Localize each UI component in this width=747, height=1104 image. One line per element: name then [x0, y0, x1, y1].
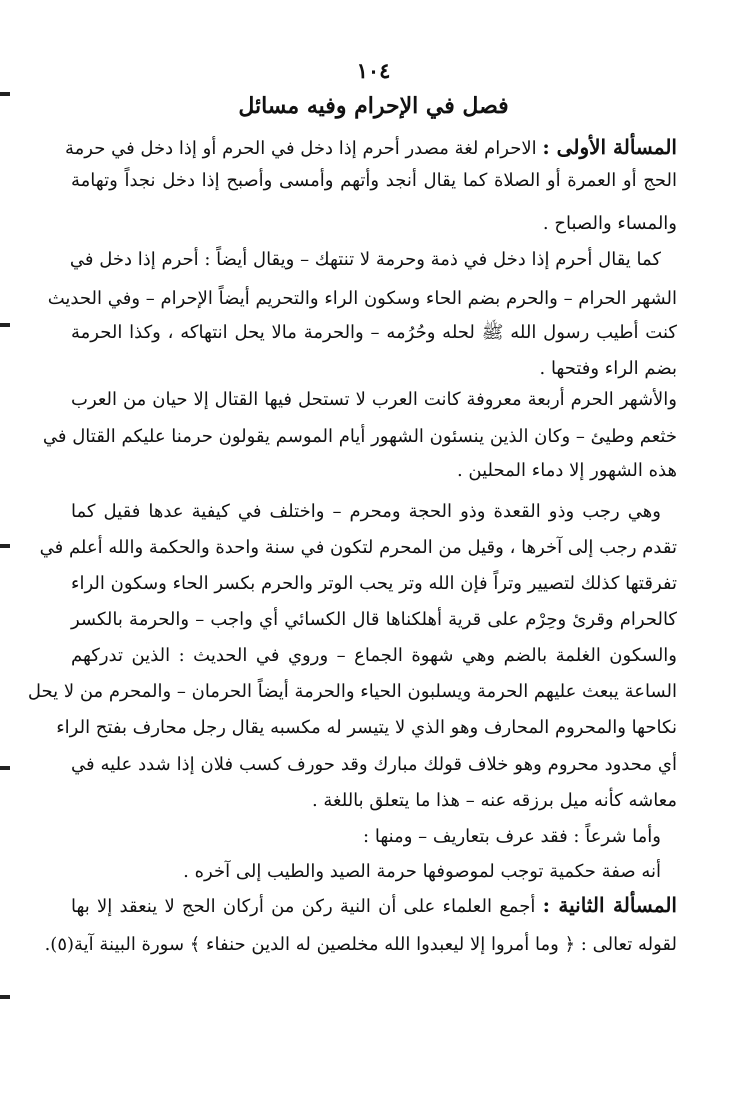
text-line: بضم الراء وفتحها . — [539, 358, 677, 379]
text-line: معاشه كأنه ميل برزقه عنه – هذا ما يتعلق باللغة . — [311, 790, 677, 811]
text-line: لقوله تعالى : ﴿ وما أمروا إلا ليعبدوا الله مخلصين له الدين حنفاء ﴾ سورة البينة آية(٥). — [44, 934, 677, 955]
text-line: أي محدود محروم وهو خلاف قولك مبارك وقد حورف كسب فلان إذا شدد عليه في — [71, 754, 677, 775]
text-line: الساعة يبعث عليهم الحرمة ويسلبون الحياء والحرمة أيضاً الحرمان – والمحرم من لا يحل — [27, 681, 677, 702]
text-line: والمساء والصباح . — [542, 213, 677, 234]
text-line: المسألة الأولى : الاحرام لغة مصدر أحرم إذا دخل في الحرم أو إذا دخل في حرمة — [65, 135, 677, 159]
scan-edge-mark — [0, 544, 10, 548]
text-line: خثعم وطيئ – وكان الذين ينسئون الشهور أيام الموسم يقولون حرمنا عليكم القتال في — [42, 426, 677, 447]
text-line: وهي رجب وذو القعدة وذو الحجة ومحرم – واختلف في كيفية عدها فقيل كما — [71, 501, 661, 522]
issue-heading: المسألة الثانية : — [542, 893, 677, 917]
text-line: هذه الشهور إلا دماء المحلين . — [456, 460, 677, 481]
text-line: الشهر الحرام – والحرم بضم الحاء وسكون الراء والتحريم أيضاً الإحرام – وفي الحديث — [47, 288, 677, 309]
text-line: الحج أو العمرة أو الصلاة كما يقال أنجد وأتهم وأمسى وأصبح إذا دخل نجداً وتهامة — [71, 170, 677, 191]
text-line: والأشهر الحرم أربعة معروفة كانت العرب لا تستحل فيها القتال إلا حيان من العرب — [71, 389, 677, 410]
scan-edge-mark — [0, 92, 10, 96]
text-line: كما يقال أحرم إذا دخل في ذمة وحرمة لا تنتهك – ويقال أيضاً : أحرم إذا دخل في — [69, 249, 661, 270]
text-line: المسألة الثانية : أجمع العلماء على أن النية ركن من أركان الحج لا ينعقد إلا بها — [71, 893, 677, 917]
text-line: تقدم رجب إلى آخرها ، وقيل من المحرم لتكون في سنة واحدة والحكمة والله أعلم في — [39, 537, 677, 558]
text-line: نكاحها والمحروم المحارف وهو الذي لا يتيسر له مكسبه يقال رجل محارف بفتح الراء — [56, 717, 677, 738]
text-line: وأما شرعاً : فقد عرف بتعاريف – ومنها : — [363, 826, 661, 847]
text-line: كالحرام وقرئ وحِرْم على قرية أهلكناها قال الكسائي أي واجب – والحرمة بالكسر — [71, 609, 677, 630]
scan-edge-mark — [0, 766, 10, 770]
text-line: تفرقتها كذلك لتصيير وتراً فإن الله وتر يحب الوتر والحرم بكسر الحاء وسكون الراء — [71, 573, 677, 594]
text-line: والسكون الغلمة بالضم وهي شهوة الجماع – وروي في الحديث : الذين تدركهم — [71, 645, 677, 666]
page-number: ١٠٤ — [356, 58, 391, 83]
chapter-title: فصل في الإحرام وفيه مسائل — [238, 93, 509, 119]
text-line: أنه صفة حكمية توجب لموصوفها حرمة الصيد والطيب إلى آخره . — [183, 861, 661, 882]
scan-edge-mark — [0, 995, 10, 999]
issue-heading: المسألة الأولى : — [542, 135, 677, 159]
scan-edge-mark — [0, 323, 10, 327]
text-line: كنت أطيب رسول الله ﷺ لحله وحُرُمه – والحرمة مالا يحل انتهاكه ، وكذا الحرمة — [71, 322, 677, 343]
